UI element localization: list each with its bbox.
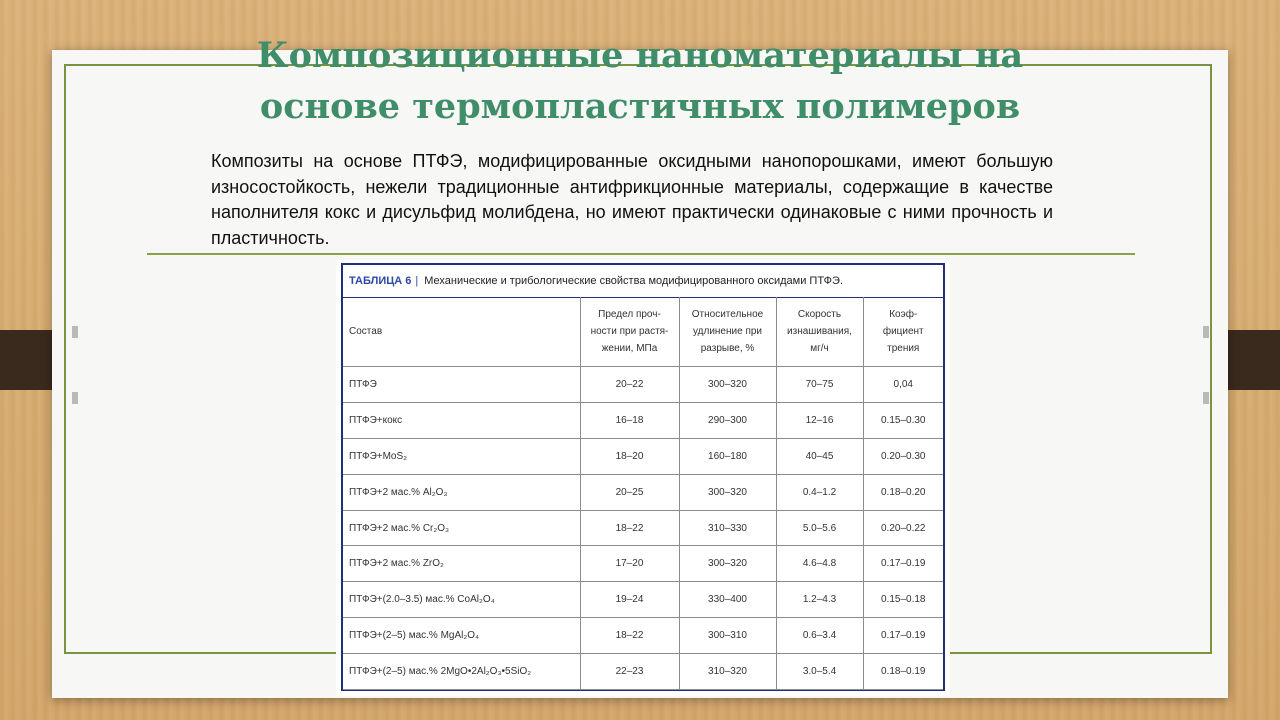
cell-wear: 12–16 — [776, 402, 863, 438]
table-row — [343, 654, 943, 690]
cell-strength: 22–23 — [580, 654, 679, 690]
cell-strength: 16–18 — [580, 402, 679, 438]
cell-friction: 0.20–0.22 — [863, 510, 943, 546]
cell-friction: 0.20–0.30 — [863, 438, 943, 474]
header-elongation: Относительное удлинение при разрыве, % — [679, 297, 776, 367]
cell-elongation: 330–400 — [679, 582, 776, 618]
cell-elongation: 290–300 — [679, 402, 776, 438]
cell-strength: 17–20 — [580, 546, 679, 582]
header-wear-rate: Скорость изнашивания, мг/ч — [776, 297, 863, 367]
cell-elongation: 160–180 — [679, 438, 776, 474]
table-row — [343, 474, 943, 510]
cell-strength: 18–22 — [580, 510, 679, 546]
cell-friction: 0.15–0.18 — [863, 582, 943, 618]
properties-table — [341, 263, 945, 691]
cell-strength: 20–22 — [580, 367, 679, 403]
cell-composition: ПТФЭ+кокс — [343, 402, 580, 438]
cell-elongation: 310–320 — [679, 654, 776, 690]
cell-composition: ПТФЭ+2 мас.% Cr₂O₃ — [343, 510, 580, 546]
cell-elongation: 300–320 — [679, 367, 776, 403]
table-row — [343, 402, 943, 438]
table-label-separator: | — [415, 275, 419, 287]
cell-elongation: 300–320 — [679, 474, 776, 510]
table-row — [343, 618, 943, 654]
frame-peg — [1203, 326, 1209, 338]
cell-composition: ПТФЭ+(2–5) мас.% MgAl₂O₄ — [343, 618, 580, 654]
slide-title-line-1: Композиционные наноматериалы на — [256, 35, 1024, 76]
table-caption-bar — [343, 265, 943, 298]
slide-title — [240, 30, 1040, 132]
cell-composition: ПТФЭ+MoS₂ — [343, 438, 580, 474]
table-label: ТАБЛИЦА 6 — [349, 275, 412, 287]
slide-body-text: Композиты на основе ПТФЭ, модифицированные оксидными нанопорошками, имеют большую износостойкость, нежели традиционные антифрикционные материалы, содержащие в качестве наполнителя кокс и дисульфид молибдена, но имеют практически одинаковые с ними прочность и пластичность. — [211, 151, 1053, 248]
table-caption: Механические и трибологические свойства модифицированного оксидами ПТФЭ. — [424, 275, 844, 287]
cell-strength: 18–20 — [580, 438, 679, 474]
cell-elongation: 300–310 — [679, 618, 776, 654]
cell-wear: 4.6–4.8 — [776, 546, 863, 582]
table-grid — [343, 297, 943, 690]
table-row — [343, 367, 943, 403]
cell-composition: ПТФЭ+2 мас.% Al₂O₃ — [343, 474, 580, 510]
table-header-row — [343, 297, 943, 367]
header-strength: Предел проч- ности при растя- жении, МПа — [580, 297, 679, 367]
cell-composition: ПТФЭ+2 мас.% ZrO₂ — [343, 546, 580, 582]
cell-wear: 1.2–4.3 — [776, 582, 863, 618]
table-row — [343, 438, 943, 474]
cell-wear: 0.6–3.4 — [776, 618, 863, 654]
cell-strength: 20–25 — [580, 474, 679, 510]
cell-wear: 0.4–1.2 — [776, 474, 863, 510]
cell-wear: 5.0–5.6 — [776, 510, 863, 546]
cell-composition: ПТФЭ+(2–5) мас.% 2MgO•2Al₂O₃•5SiO₂ — [343, 654, 580, 690]
cell-composition: ПТФЭ+(2.0–3.5) мас.% CoAl₂O₄ — [343, 582, 580, 618]
header-friction: Коэф- фициент трения — [863, 297, 943, 367]
cell-wear: 3.0–5.4 — [776, 654, 863, 690]
table-row — [343, 546, 943, 582]
cell-friction: 0.18–0.20 — [863, 474, 943, 510]
cell-wear: 70–75 — [776, 367, 863, 403]
cell-friction: 0.17–0.19 — [863, 618, 943, 654]
frame-peg — [1203, 392, 1209, 404]
cell-composition: ПТФЭ — [343, 367, 580, 403]
cell-wear: 40–45 — [776, 438, 863, 474]
slide-title-line-2: основе термопластичных полимеров — [259, 86, 1021, 127]
table-row — [343, 510, 943, 546]
cell-elongation: 310–330 — [679, 510, 776, 546]
cell-friction: 0,04 — [863, 367, 943, 403]
frame-peg — [72, 326, 78, 338]
divider-line — [147, 253, 1135, 255]
cell-strength: 19–24 — [580, 582, 679, 618]
cell-strength: 18–22 — [580, 618, 679, 654]
cell-friction: 0.18–0.19 — [863, 654, 943, 690]
cell-friction: 0.15–0.30 — [863, 402, 943, 438]
cell-elongation: 300–320 — [679, 546, 776, 582]
frame-peg — [72, 392, 78, 404]
header-composition: Состав — [343, 297, 580, 367]
cell-friction: 0.17–0.19 — [863, 546, 943, 582]
table-row — [343, 582, 943, 618]
